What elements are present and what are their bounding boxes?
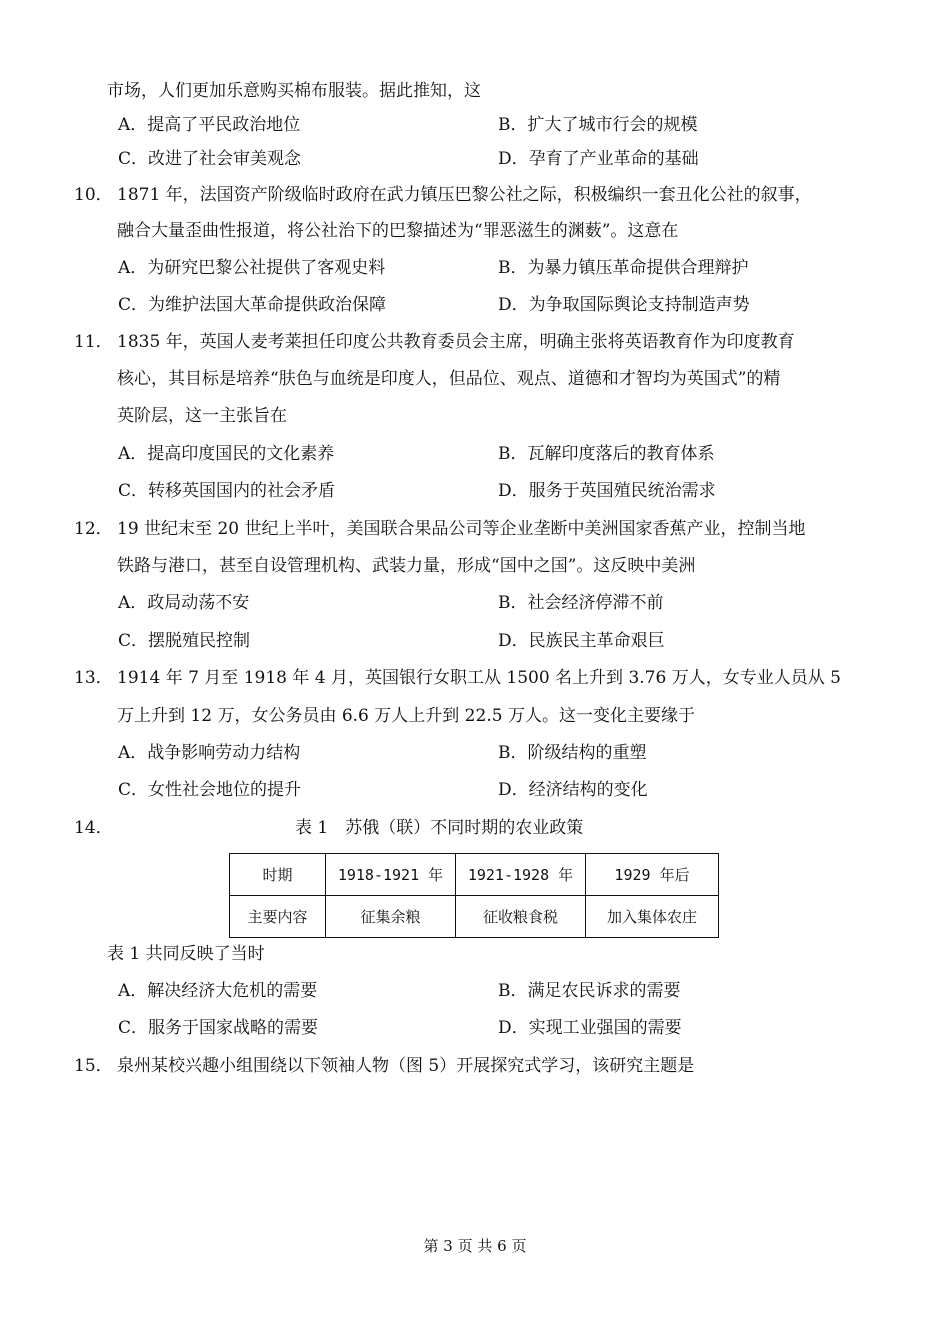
table-cell: 征集余粮 (326, 896, 456, 938)
q11-option-d[interactable]: D．服务于英国殖民统治需求 (498, 481, 716, 501)
q14-option-b[interactable]: B．满足农民诉求的需要 (498, 981, 681, 1001)
q9-option-a[interactable]: A．提高了平民政治地位 (118, 115, 301, 135)
table-cell: 时期 (230, 854, 326, 896)
table-cell: 1921-1928 年 (456, 854, 586, 896)
q12-option-a[interactable]: A．政局动荡不安 (118, 593, 250, 613)
q14-option-c[interactable]: C．服务于国家战略的需要 (118, 1018, 319, 1038)
table-row (230, 854, 719, 896)
q12-number: 12． (74, 519, 113, 539)
q13-stem-line1: 1914 年 7 月至 1918 年 4 月，英国银行女职工从 1500 名上升到 3.76 万人，女专业人员从 5 (117, 668, 841, 688)
q12-stem-line2: 铁路与港口，甚至自设管理机构、武装力量，形成“国中之国”。这反映中美洲 (117, 556, 696, 576)
q14-option-a[interactable]: A．解决经济大危机的需要 (118, 981, 318, 1001)
q9-option-c[interactable]: C．改进了社会审美观念 (118, 149, 302, 169)
q10-stem-line1: 1871 年，法国资产阶级临时政府在武力镇压巴黎公社之际，积极编织一套丑化公社的叙事， (117, 185, 812, 205)
q10-number: 10． (74, 185, 113, 205)
q12-option-d[interactable]: D．民族民主革命艰巨 (498, 631, 665, 651)
q14-option-d[interactable]: D．实现工业强国的需要 (498, 1018, 682, 1038)
q11-option-c[interactable]: C．转移英国国内的社会矛盾 (118, 481, 336, 501)
page-footer: 第 3 页 共 6 页 (423, 1237, 527, 1255)
q13-option-b[interactable]: B．阶级结构的重塑 (498, 743, 647, 763)
q10-stem-line2: 融合大量歪曲性报道，将公社治下的巴黎描述为“罪恶滋生的渊薮”。这意在 (117, 221, 679, 241)
q11-stem-line1: 1835 年，英国人麦考莱担任印度公共教育委员会主席，明确主张将英语教育作为印度教育 (117, 332, 795, 352)
q13-number: 13． (74, 668, 113, 688)
q10-option-c[interactable]: C．为维护法国大革命提供政治保障 (118, 295, 387, 315)
q13-option-a[interactable]: A．战争影响劳动力结构 (118, 743, 301, 763)
q10-option-a[interactable]: A．为研究巴黎公社提供了客观史料 (118, 258, 386, 278)
q14-stem: 表 1 共同反映了当时 (107, 944, 265, 964)
q11-number: 11． (74, 332, 113, 352)
q14-number: 14． (74, 818, 113, 838)
table-cell: 征收粮食税 (456, 896, 586, 938)
q12-stem-line1: 19 世纪末至 20 世纪上半叶，美国联合果品公司等企业垄断中美洲国家香蕉产业，控制当地 (117, 519, 806, 539)
table-caption: 表 1 苏俄（联）不同时期的农业政策 (295, 818, 584, 838)
q9-stem-tail: 市场，人们更加乐意购买棉布服装。据此推知，这 (107, 81, 481, 101)
q13-option-d[interactable]: D．经济结构的变化 (498, 780, 648, 800)
q11-stem-line2: 核心，其目标是培养“肤色与血统是印度人，但品位、观点、道德和才智均为英国式”的精 (117, 369, 781, 389)
q10-option-b[interactable]: B．为暴力镇压革命提供合理辩护 (498, 258, 749, 278)
q11-stem-line3: 英阶层，这一主张旨在 (117, 406, 287, 426)
q9-option-d[interactable]: D．孕育了产业革命的基础 (498, 149, 699, 169)
q12-option-c[interactable]: C．摆脱殖民控制 (118, 631, 251, 651)
q12-option-b[interactable]: B．社会经济停滞不前 (498, 593, 664, 613)
q11-option-b[interactable]: B．瓦解印度落后的教育体系 (498, 444, 715, 464)
q13-stem-line2: 万上升到 12 万，女公务员由 6.6 万人上升到 22.5 万人。这一变化主要缘于 (117, 706, 695, 726)
table-cell: 1929 年后 (586, 854, 719, 896)
q13-option-c[interactable]: C．女性社会地位的提升 (118, 780, 302, 800)
table-cell: 主要内容 (230, 896, 326, 938)
q11-option-a[interactable]: A．提高印度国民的文化素养 (118, 444, 335, 464)
policy-table (229, 853, 719, 938)
q15-stem-line1: 泉州某校兴趣小组围绕以下领袖人物（图 5）开展探究式学习，该研究主题是 (117, 1056, 695, 1076)
q10-option-d[interactable]: D．为争取国际舆论支持制造声势 (498, 295, 750, 315)
table-cell: 1918-1921 年 (326, 854, 456, 896)
q15-number: 15． (74, 1056, 113, 1076)
table-cell: 加入集体农庄 (586, 896, 719, 938)
q9-option-b[interactable]: B．扩大了城市行会的规模 (498, 115, 698, 135)
table-row (230, 896, 719, 938)
